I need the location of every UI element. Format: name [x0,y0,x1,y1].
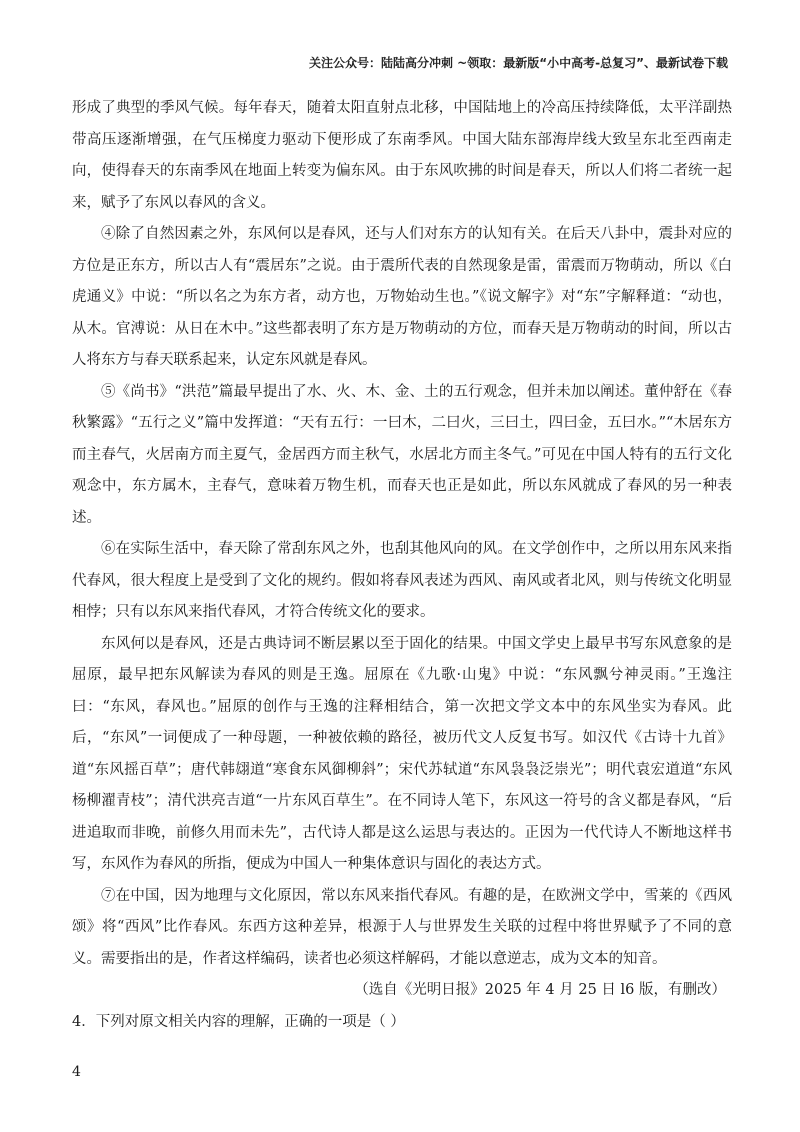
source-citation: （选自《光明日报》2025 年 4 月 25 日 l6 版，有删改） [354,982,726,998]
paragraph-4: ④除了自然因素之外，东风何以是春风，还与人们对东方的认知有关。在后天八卦中，震卦对应的方位是正东方，所以古人有“震居东”之说。由于震所代表的自然现象是雷，雷震而万物萌动，所以《白虎通义》中说：“所以名之为东方者，动方也，万物始动生也。”《说文解字》对“东”字解释道：“动也，从木。官溥说：从日在木中。”这些都表明了东方是万物萌动的方位，而春天是万物萌动的时间，所以古人将东方与春天联系起来，认定东风就是春风。 [72,226,732,368]
paragraph-unnumbered: 东风何以是春风，还是古典诗词不断层累以至于固化的结果。中国文学史上最早书写东风意象的是屈原，最早把东风解读为春风的则是王逸。屈原在《九歌·山鬼》中说：“东风飘兮神灵雨。”王逸注曰：“东风，春风也。”屈原的创作与王逸的注释相结合，第一次把文学文本中的东风坐实为春风。此后，“东风”一词便成了一种母题，一种被依赖的路径，被历代文人反复书写。如汉代《古诗十九首》道“东风摇百草”；唐代韩翃道“寒食东风御柳斜”；宋代苏轼道“东风袅袅泛崇光”；明代袁宏道道“东风杨柳濯青枝”；清代洪亮吉道“一片东风百草生”。在不同诗人笔下，东风这一符号的含义都是春风，“后进追取而非晚，前修久用而未先”，古代诗人都是这么运思与表达的。正因为一代代诗人不断地这样书写，东风作为春风的所指，便成为中国人一种集体意识与固化的表达方式。 [72,635,732,872]
question-4: 4．下列对原文相关内容的理解，正确的一项是（ ） [72,1013,405,1030]
article-body [72,93,732,1038]
paragraph-7: ⑦在中国，因为地理与文化原因，常以东风来指代春风。有趣的是，在欧洲文学中，雪莱的《西风颂》将“西风”比作春风。东西方这种差异，根源于人与世界发生关联的过程中将世界赋予了不同的意义。需要指出的是，作者这样编码，读者也必须这样解码，才能以意逆志，成为文本的知音。 [72,887,732,967]
page-header: 关注公众号：陆陆高分冲刺 ~领取：最新版“小中高考-总复习”、最新试卷下载 [309,56,728,70]
paragraph-continued: 形成了典型的季风气候。每年春天，随着太阳直射点北移，中国陆地上的冷高压持续降低，太平洋副热带高压逐渐增强，在气压梯度力驱动下便形成了东南季风。中国大陆东部海岸线大致呈东北至西南走向，使得春天的东南季风在地面上转变为偏东风。由于东风吹拂的时间是春天，所以人们将二者统一起来，赋予了东风以春风的含义。 [72,100,732,211]
paragraph-5: ⑤《尚书》“洪范”篇最早提出了水、火、木、金、土的五行观念，但并未加以阐述。董仲舒在《春秋繁露》“五行之义”篇中发挥道：“天有五行：一曰木，二曰火，三曰土，四曰金，五曰水。”“木居东方而主春气，火居南方而主夏气，金居西方而主秋气，水居北方而主冬气。”可见在中国人特有的五行文化观念中，东方属木，主春气，意味着万物生机，而春天也正是如此，所以东风就成了春风的另一种表述。 [72,383,732,526]
paragraph-6: ⑥在实际生活中，春天除了常刮东风之外，也刮其他风向的风。在文学创作中，之所以用东风来指代春风，很大程度上是受到了文化的规约。假如将春风表述为西风、南风或者北风，则与传统文化明显相悖；只有以东风来指代春风，才符合传统文化的要求。 [72,541,732,620]
page-number: 4 [72,1064,81,1080]
